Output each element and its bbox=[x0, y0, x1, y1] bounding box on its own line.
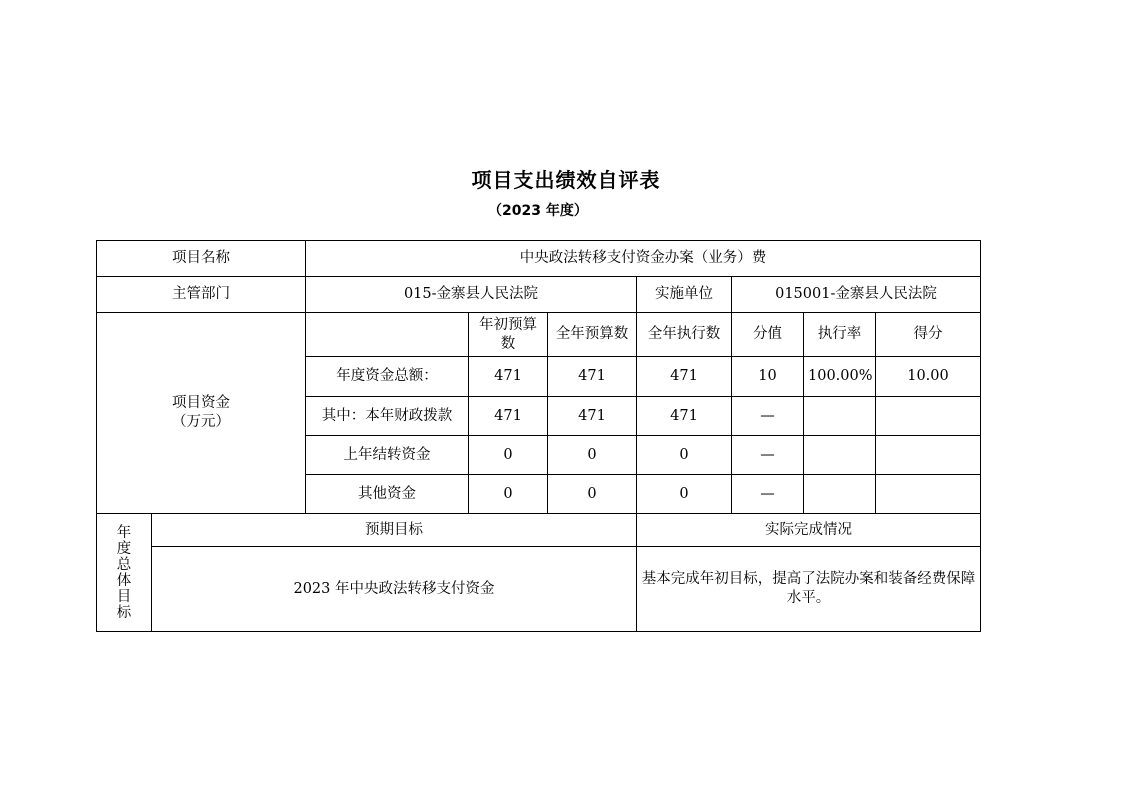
annual-goal-label: 年度总体目标 bbox=[97, 514, 152, 632]
funds-initial: 471 bbox=[469, 357, 548, 397]
department-label: 主管部门 bbox=[97, 277, 306, 313]
funds-score bbox=[876, 436, 981, 475]
performance-table bbox=[96, 240, 981, 632]
implementing-unit-label: 实施单位 bbox=[637, 277, 732, 313]
department-value: 015-金寨县人民法院 bbox=[306, 277, 637, 313]
funds-header-row bbox=[97, 313, 981, 357]
actual-completion-value: 基本完成年初目标，提高了法院办案和装备经费保障水平。 bbox=[637, 547, 981, 632]
project-name-label: 项目名称 bbox=[97, 241, 306, 277]
funds-score-value: — bbox=[732, 475, 804, 514]
goals-header-row bbox=[97, 514, 981, 547]
funds-score bbox=[876, 397, 981, 436]
funds-annual: 0 bbox=[548, 436, 637, 475]
funds-rate bbox=[804, 475, 876, 514]
funds-score-value: 10 bbox=[732, 357, 804, 397]
project-name-value: 中央政法转移支付资金办案（业务）费 bbox=[306, 241, 981, 277]
header-initial-budget: 年初预算数 bbox=[469, 313, 548, 357]
header-annual-executed: 全年执行数 bbox=[637, 313, 732, 357]
funds-executed: 0 bbox=[637, 436, 732, 475]
funds-initial: 0 bbox=[469, 436, 548, 475]
funds-executed: 0 bbox=[637, 475, 732, 514]
funds-rate bbox=[804, 436, 876, 475]
funds-executed: 471 bbox=[637, 357, 732, 397]
funds-header-empty bbox=[306, 313, 469, 357]
funds-rate bbox=[804, 397, 876, 436]
funds-annual: 471 bbox=[548, 357, 637, 397]
actual-completion-header: 实际完成情况 bbox=[637, 514, 981, 547]
expected-goal-header: 预期目标 bbox=[152, 514, 637, 547]
funds-executed: 471 bbox=[637, 397, 732, 436]
expected-goal-value: 2023 年中央政法转移支付资金 bbox=[152, 547, 637, 632]
funds-score-value: — bbox=[732, 397, 804, 436]
implementing-unit-value: 015001-金寨县人民法院 bbox=[732, 277, 981, 313]
funds-score-value: — bbox=[732, 436, 804, 475]
header-execution-rate: 执行率 bbox=[804, 313, 876, 357]
funds-annual: 471 bbox=[548, 397, 637, 436]
funds-row-label: 年度资金总额： bbox=[306, 357, 469, 397]
funds-annual: 0 bbox=[548, 475, 637, 514]
funds-row-label: 上年结转资金 bbox=[306, 436, 469, 475]
funds-label: 项目资金 （万元） bbox=[97, 313, 306, 514]
funds-rate: 100.00% bbox=[804, 357, 876, 397]
funds-initial: 0 bbox=[469, 475, 548, 514]
funds-score bbox=[876, 475, 981, 514]
funds-initial: 471 bbox=[469, 397, 548, 436]
header-annual-budget: 全年预算数 bbox=[548, 313, 637, 357]
document-year: （2023 年度） bbox=[488, 203, 588, 219]
goals-content-row bbox=[97, 547, 981, 632]
funds-row-label: 其他资金 bbox=[306, 475, 469, 514]
funds-score: 10.00 bbox=[876, 357, 981, 397]
header-score-value: 分值 bbox=[732, 313, 804, 357]
document-title: 项目支出绩效自评表 bbox=[471, 168, 661, 192]
project-name-row bbox=[97, 241, 981, 277]
department-row bbox=[97, 277, 981, 313]
header-score: 得分 bbox=[876, 313, 981, 357]
funds-row-label: 其中：本年财政拨款 bbox=[306, 397, 469, 436]
